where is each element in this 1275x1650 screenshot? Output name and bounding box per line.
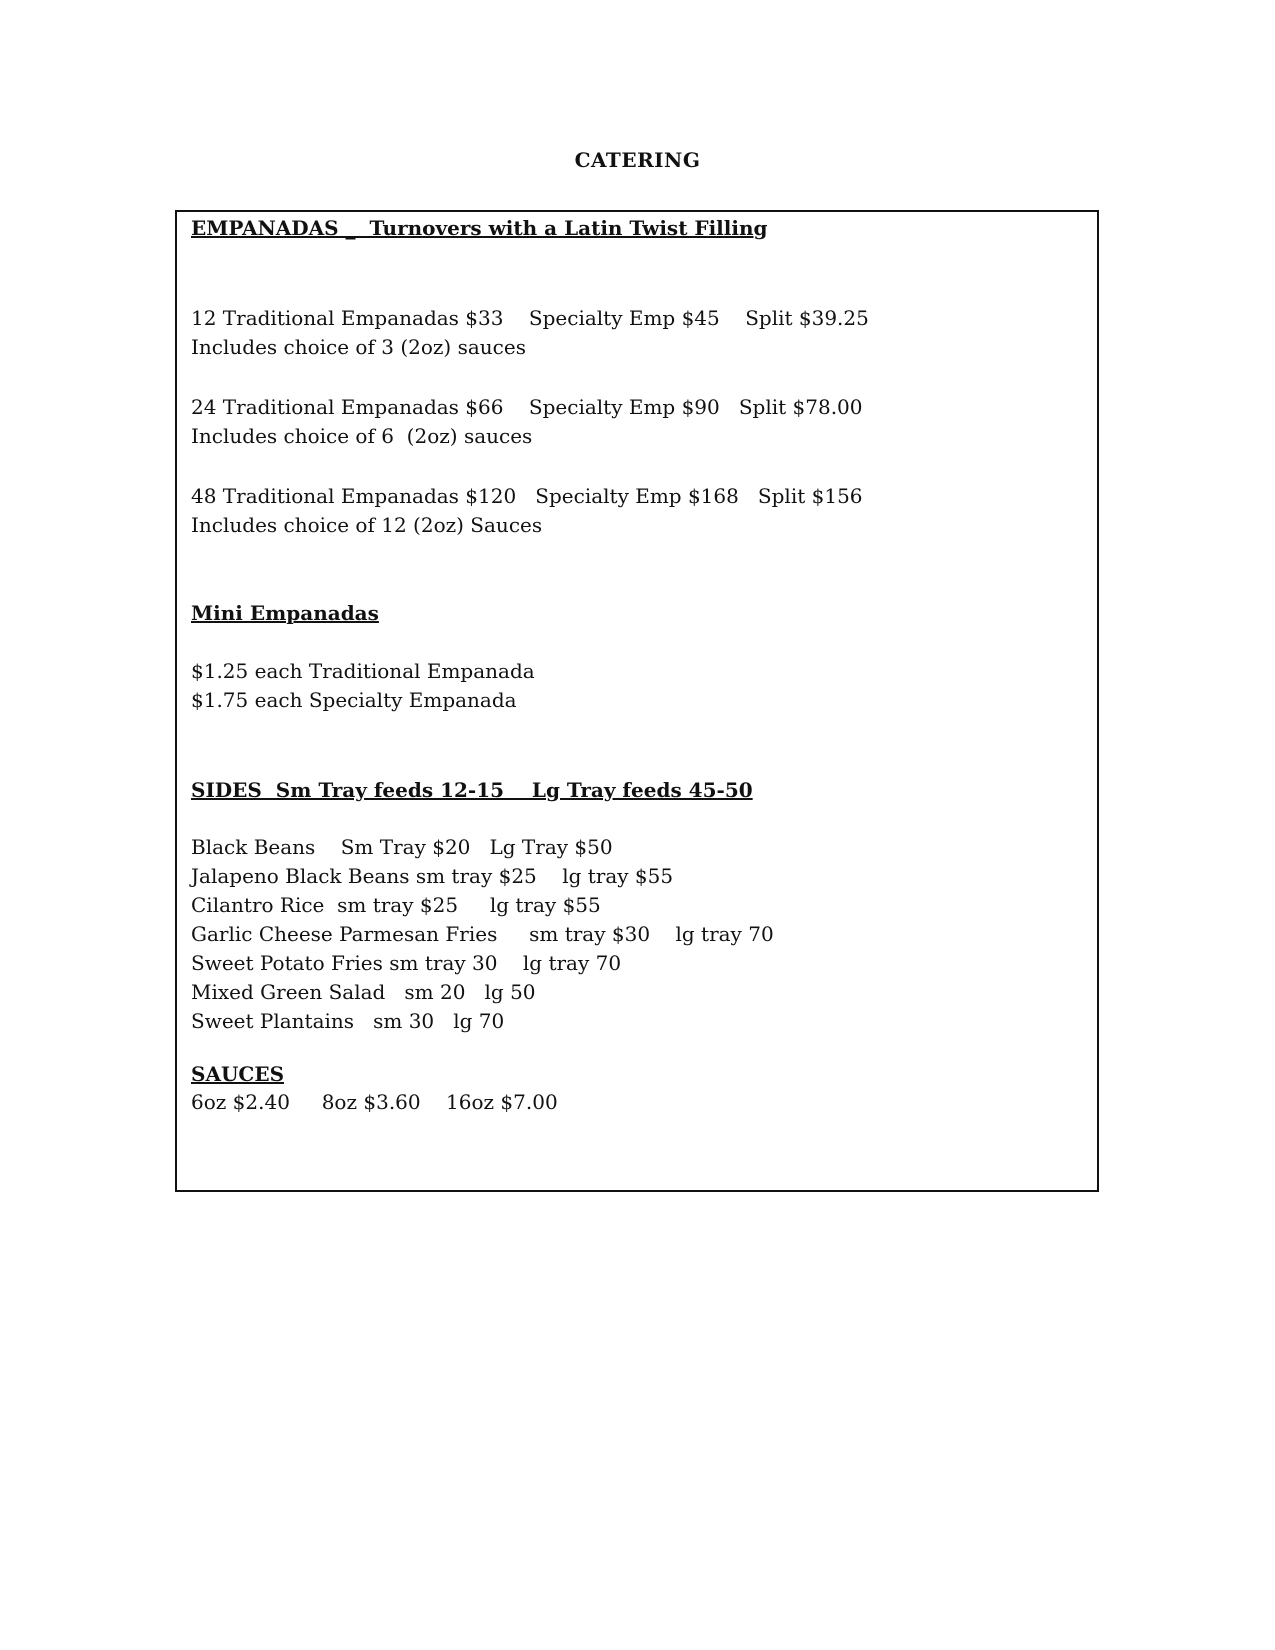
page-title: CATERING (574, 148, 701, 172)
package-48 (191, 482, 863, 540)
side-item: Sweet Potato Fries sm tray 30 lg tray 70 (191, 951, 622, 975)
package-24-prices: 24 Traditional Empanadas $66 Specialty Emp $90 Split $78.00 (191, 395, 863, 419)
package-12 (191, 304, 869, 362)
side-item: Black Beans Sm Tray $20 Lg Tray $50 (191, 835, 613, 859)
side-item: Jalapeno Black Beans sm tray $25 lg tray $55 (191, 864, 674, 888)
package-48-sauces: Includes choice of 12 (2oz) Sauces (191, 513, 543, 537)
mini-item: $1.75 each Specialty Empanada (191, 688, 517, 712)
side-item: Garlic Cheese Parmesan Fries sm tray $30 lg tray 70 (191, 922, 774, 946)
empanadas-heading: EMPANADAS _ Turnovers with a Latin Twist Filling (191, 216, 768, 240)
package-12-prices: 12 Traditional Empanadas $33 Specialty Emp $45 Split $39.25 (191, 306, 869, 330)
mini-item: $1.25 each Traditional Empanada (191, 659, 535, 683)
side-item: Mixed Green Salad sm 20 lg 50 (191, 980, 536, 1004)
sauces-heading: SAUCES (191, 1062, 285, 1086)
side-item: Cilantro Rice sm tray $25 lg tray $55 (191, 893, 601, 917)
package-24 (191, 393, 863, 451)
mini-empanadas-list (191, 657, 535, 715)
sides-heading: SIDES Sm Tray feeds 12-15 Lg Tray feeds 45-50 (191, 778, 753, 802)
package-48-prices: 48 Traditional Empanadas $120 Specialty Emp $168 Split $156 (191, 484, 863, 508)
package-12-sauces: Includes choice of 3 (2oz) sauces (191, 335, 526, 359)
mini-empanadas-heading: Mini Empanadas (191, 601, 379, 625)
sauces-prices: 6oz $2.40 8oz $3.60 16oz $7.00 (191, 1090, 558, 1114)
catering-menu-box (175, 210, 1099, 1192)
package-24-sauces: Includes choice of 6 (2oz) sauces (191, 424, 533, 448)
sides-list (191, 833, 774, 1036)
side-item: Sweet Plantains sm 30 lg 70 (191, 1009, 505, 1033)
